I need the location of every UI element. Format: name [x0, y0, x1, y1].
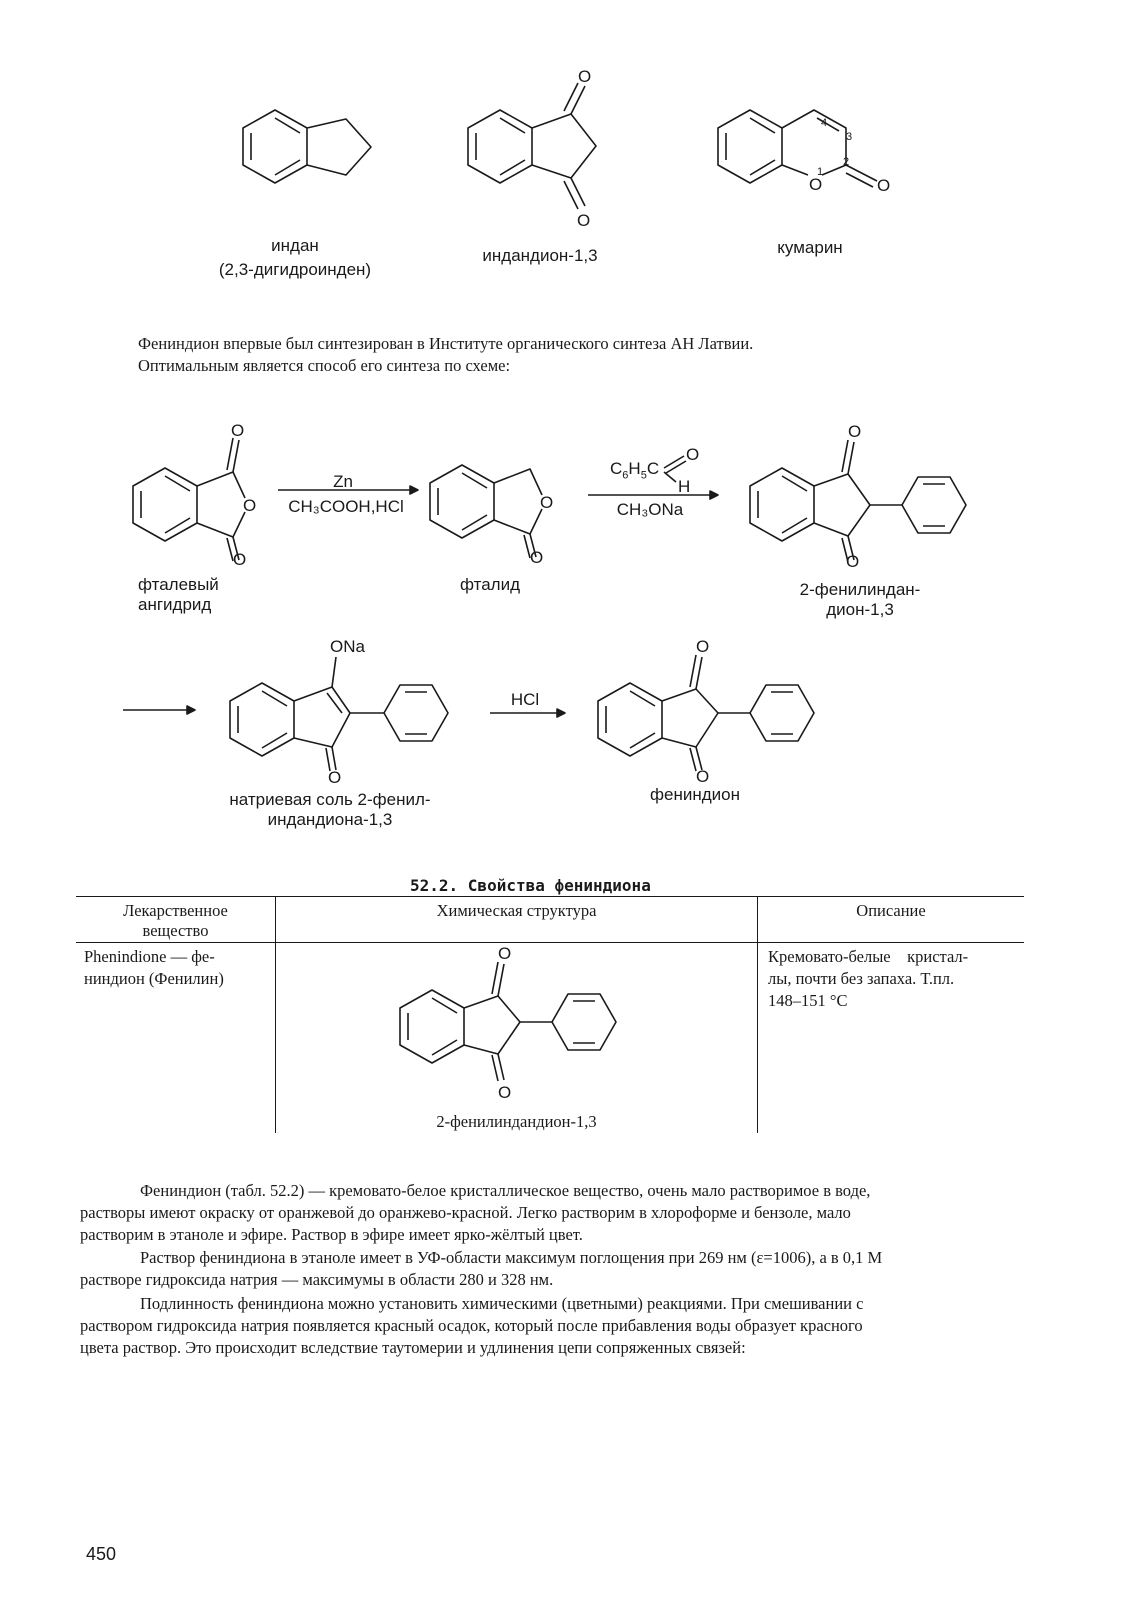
svg-text:O: O	[696, 767, 710, 786]
phthalide-label: фталид	[460, 575, 520, 594]
indan-structure	[230, 95, 390, 205]
indan-label: индан (2,3-дигидроинден)	[218, 236, 372, 279]
table-structure-label: 2-фенилиндандион-1,3	[436, 1112, 597, 1131]
phenindione-structure	[590, 635, 840, 785]
svg-text:O: O	[498, 944, 512, 963]
phenylindandione-label: 2-фенилиндан- дион-1,3	[799, 580, 921, 619]
svg-text:O: O	[243, 496, 257, 515]
svg-text:3: 3	[846, 131, 853, 143]
page-number: 450	[86, 1544, 117, 1564]
table-col-divider-1	[275, 896, 276, 1133]
arrow-step2	[588, 490, 718, 500]
aldehyde-group	[662, 444, 712, 496]
step2-reagent-bottom: CH₃ONa	[616, 500, 684, 519]
coumarin-structure	[705, 95, 905, 205]
svg-text:O: O	[578, 67, 592, 86]
table-header-structure: Химическая структура	[436, 901, 597, 920]
svg-text:O: O	[696, 637, 710, 656]
table-header-description: Описание	[856, 901, 926, 920]
svg-text:O: O	[530, 548, 544, 567]
phthalide-structure	[422, 445, 572, 565]
svg-text:O: O	[328, 768, 342, 787]
svg-text:ONa: ONa	[330, 637, 365, 656]
step2-reagent-top: $C_6H_5C$	[610, 459, 660, 482]
svg-text:O: O	[498, 1083, 512, 1102]
table-col-divider-2	[757, 896, 758, 1133]
phenylindandione-structure	[742, 420, 982, 570]
body-paragraph-3: Подлинность фениндиона можно установить химическими (цветными) реакциями. При смешивании с раствором гидроксида натрия появляется красный осадок, который после прибавления воды образует красного цвета раствор. Это происходит вследствие таутомерии и удлинения цепи сопряженных связей:	[80, 1294, 864, 1357]
intro-paragraph: Фениндион впервые был синтезирован в Институте органического синтеза АН Латвии. Оптимальным является способ его синтеза по схеме:	[138, 334, 754, 375]
table-cell-description: Кремовато-белые кристал- лы, почти без запаха. Т.пл. 148–151 °C	[768, 947, 969, 1010]
step1-reagent-top: Zn	[333, 472, 353, 491]
step1-reagent-bottom: CH₃COOH,HCl	[288, 497, 404, 516]
svg-text:O: O	[233, 550, 247, 569]
table-cell-drug-name: Phenindione — фе- ниндион (Фенилин)	[84, 947, 224, 988]
svg-text:2: 2	[843, 156, 850, 168]
svg-text:4: 4	[821, 117, 828, 129]
table-top-border	[76, 896, 1024, 897]
phthalic-anhydride-structure	[125, 420, 275, 570]
svg-text:O: O	[231, 421, 245, 440]
coumarin-label: кумарин	[777, 238, 843, 257]
table-phenindione-structure	[392, 942, 642, 1102]
sodium-salt-structure	[222, 635, 472, 785]
svg-text:O: O	[877, 176, 891, 195]
svg-text:O: O	[846, 552, 860, 571]
svg-text:H: H	[678, 477, 691, 496]
svg-text:1: 1	[817, 166, 824, 178]
table-header-drug: Лекарственное вещество	[123, 901, 228, 940]
svg-text:O: O	[848, 422, 862, 441]
svg-text:O: O	[577, 211, 591, 230]
table-caption: 52.2. Свойства фениндиона	[410, 876, 651, 895]
sodium-salt-label: натриевая соль 2-фенил- индандиона-1,3	[229, 790, 431, 829]
svg-text:O: O	[686, 445, 700, 464]
body-paragraph-2: Раствор фениндиона в этаноле имеет в УФ-области максимум поглощения при 269 нм (ε=1006), а в 0,1 М растворе гидроксида натрия — максимумы в области 280 и 328 нм.	[80, 1248, 883, 1289]
indandione-label: индандион-1,3	[482, 246, 598, 265]
arrow-step3a	[123, 705, 195, 715]
indandione-structure	[455, 60, 635, 235]
phenindione-label: фениндион	[650, 785, 740, 804]
phthalic-anhydride-label: фталевый ангидрид	[138, 575, 219, 614]
step3-reagent: HCl	[510, 690, 540, 709]
svg-text:O: O	[809, 175, 823, 194]
body-paragraph-1: Фениндион (табл. 52.2) — кремовато-белое кристаллическое вещество, очень мало растворимое в воде, растворы имеют окраску от оранжевой до оранжево-красной. Легко растворим в хлороформе и бензоле, мало растворим в этаноле и эфире. Раствор в эфире имеет ярко-жёлтый цвет.	[80, 1181, 871, 1244]
svg-text:O: O	[540, 493, 554, 512]
